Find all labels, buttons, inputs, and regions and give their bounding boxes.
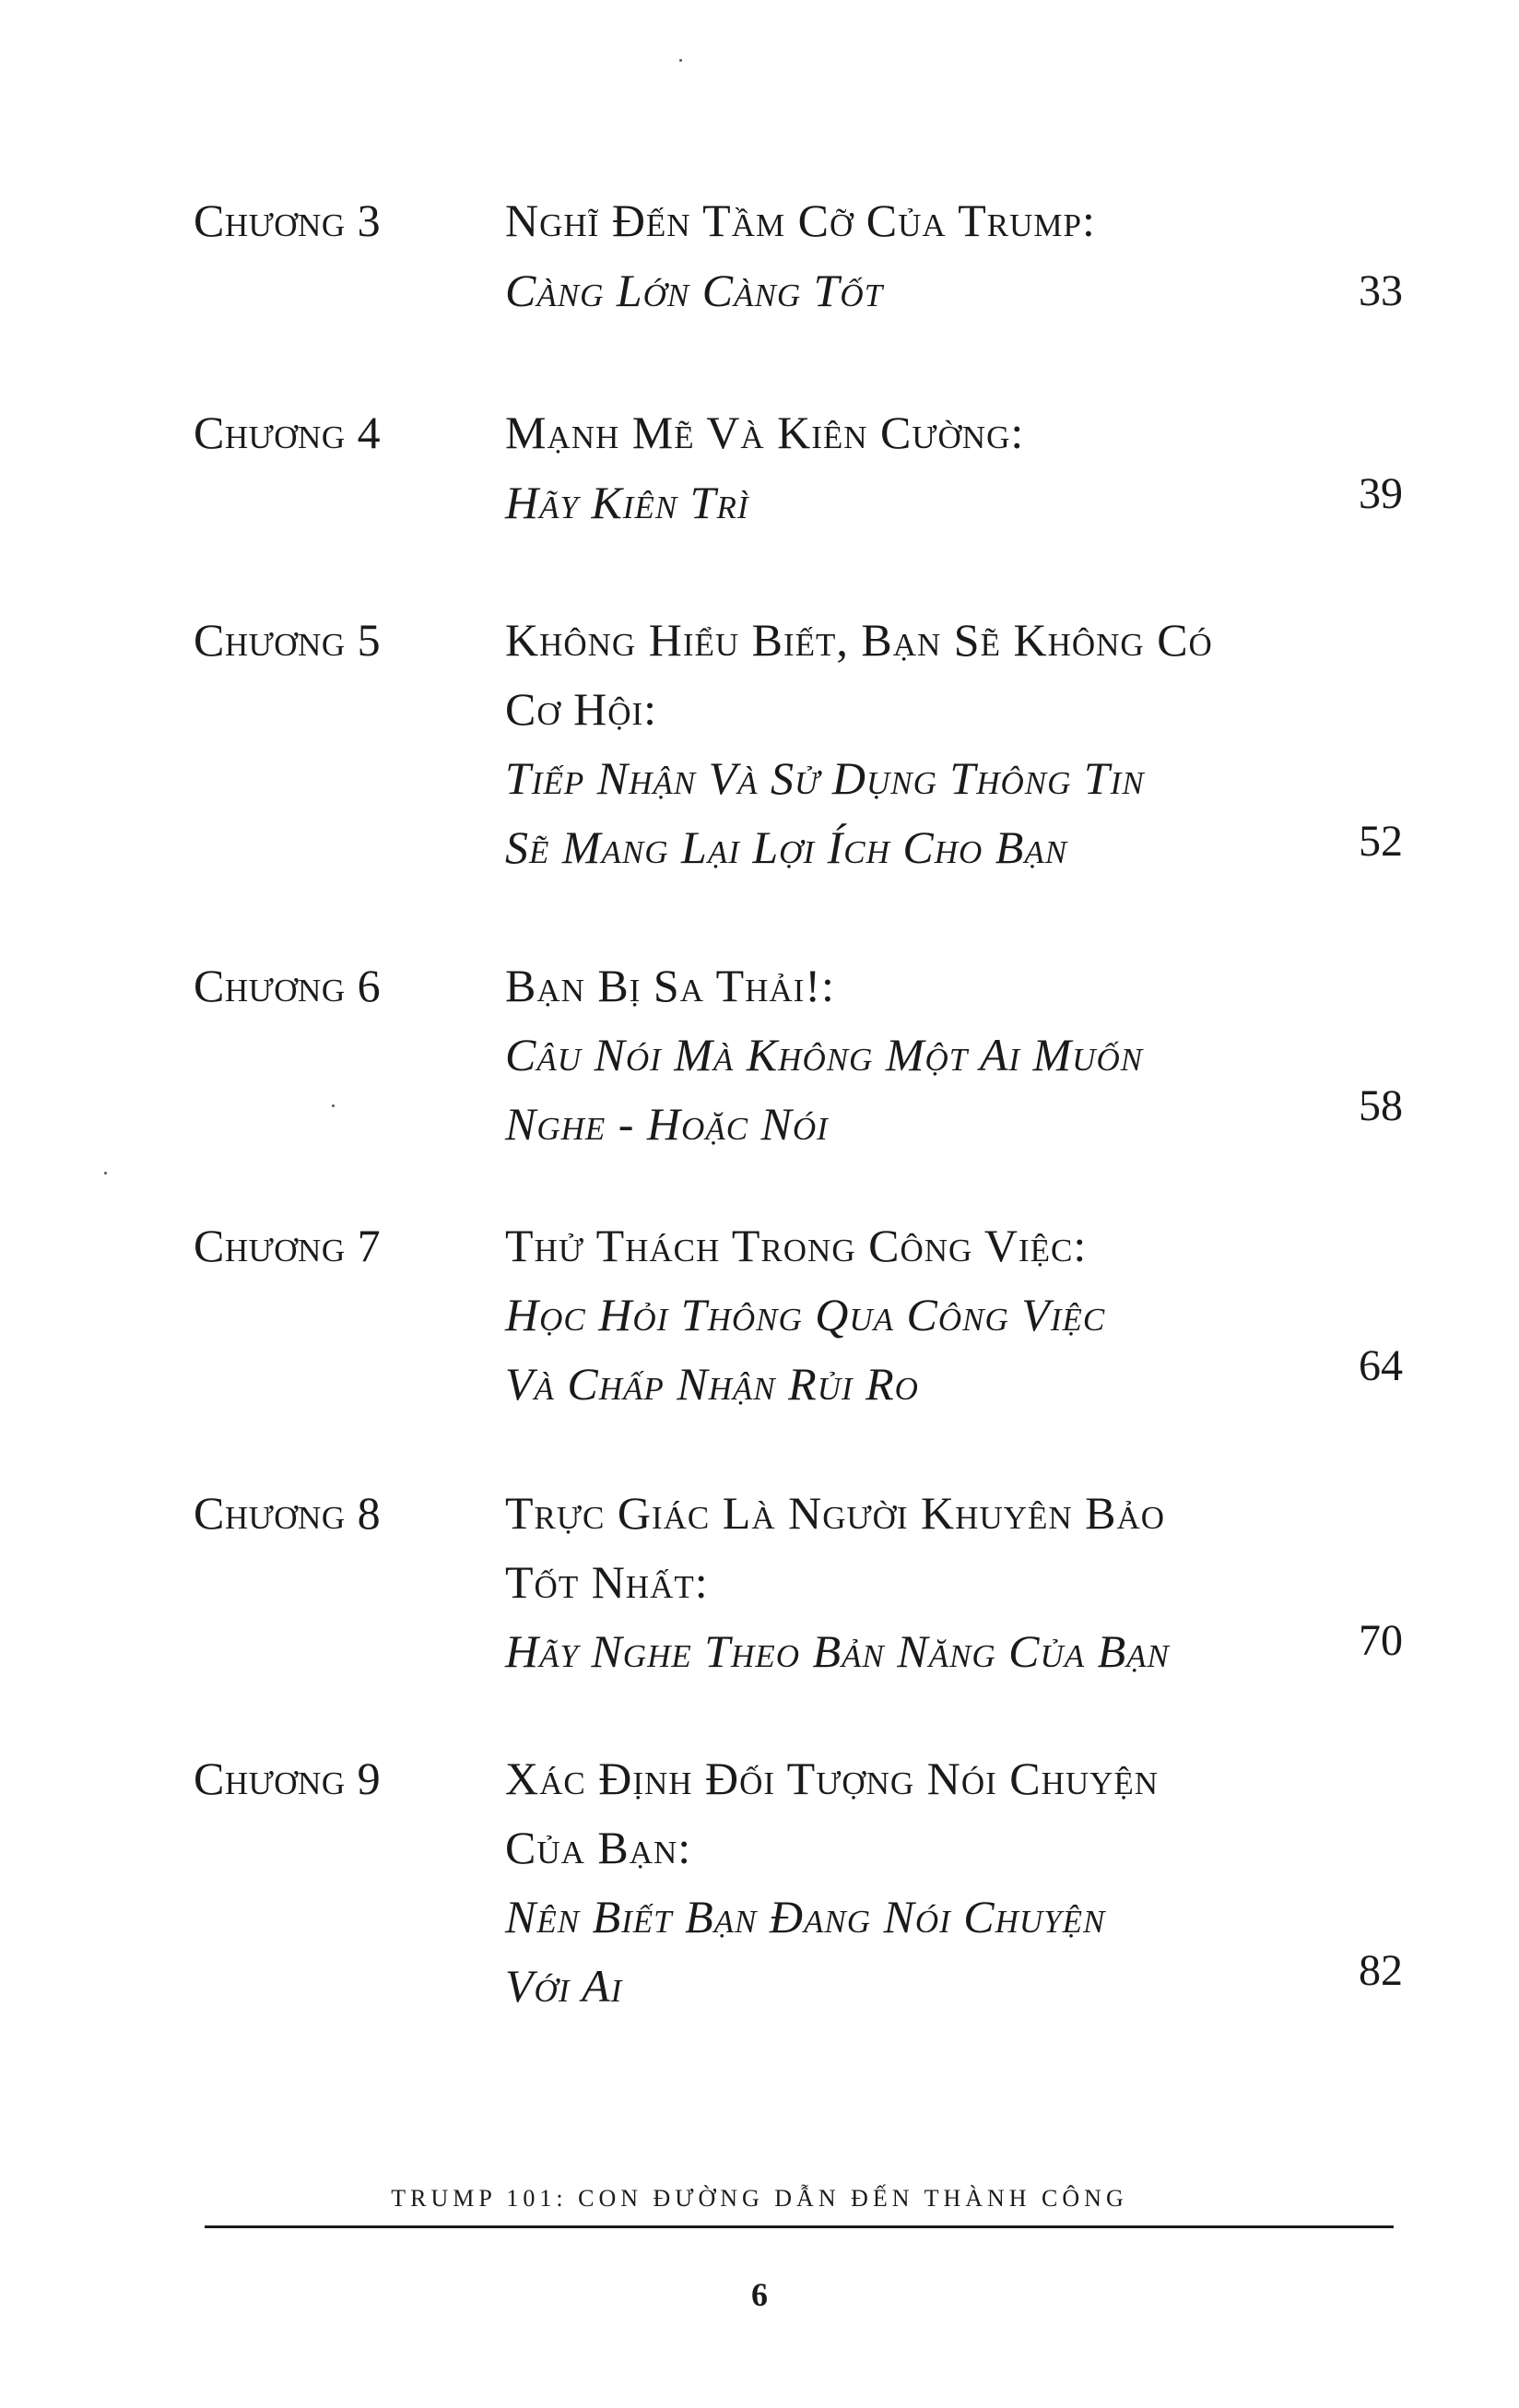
chapter-subtitle-line: Học Hỏi Thông Qua Công Việc [505,1289,1106,1340]
chapter-title-line: Bạn Bị Sa Thải!: [505,960,835,1011]
chapter-title-line: Xác Định Đối Tượng Nói Chuyện [505,1753,1160,1804]
chapter-subtitle-line: Với Ai [505,1960,623,2012]
chapter-title-line: Cơ Hội: [505,683,658,735]
print-speck [332,1104,335,1107]
chapter-title-line: Tốt Nhất: [505,1556,709,1608]
chapter-subtitle-line: Sẽ Mang Lại Lợi Ích Cho Bạn [505,821,1068,873]
chapter-title-line: Không Hiểu Biết, Bạn Sẽ Không Có [505,614,1213,666]
print-speck [104,1172,107,1174]
chapter-label: Chương 9 [194,1753,382,1804]
chapter-subtitle-line: Tiếp Nhận Và Sử Dụng Thông Tin [505,752,1145,804]
chapter-subtitle-line: Càng Lớn Càng Tốt [505,265,884,316]
chapter-subtitle-line: Nghe - Hoặc Nói [505,1098,829,1150]
chapter-title-line: Thử Thách Trong Công Việc: [505,1220,1088,1271]
chapter-subtitle-line: Và Chấp Nhận Rủi Ro [505,1358,919,1410]
page-number: 82 [1359,1946,1403,1995]
page-number: 52 [1359,817,1403,866]
chapter-title-line: Trực Giác Là Người Khuyên Bảo [505,1487,1166,1539]
chapter-label: Chương 8 [194,1487,382,1539]
page-number: 58 [1359,1081,1403,1130]
chapter-label: Chương 4 [194,407,382,458]
chapter-title-line: Của Bạn: [505,1822,692,1873]
footer-divider [205,2225,1394,2228]
page-number: 33 [1359,266,1403,315]
chapter-subtitle-line: Hãy Kiên Trì [505,477,749,528]
chapter-label: Chương 6 [194,960,382,1011]
chapter-label: Chương 5 [194,614,382,666]
page-folio: 6 [751,2276,768,2313]
chapter-title-line: Nghĩ Đến Tầm Cỡ Của Trump: [505,195,1096,246]
page-number: 64 [1359,1341,1403,1390]
chapter-subtitle-line: Nên Biết Bạn Đang Nói Chuyện [505,1891,1106,1942]
chapter-label: Chương 3 [194,195,382,246]
page-number: 39 [1359,469,1403,518]
chapter-subtitle-line: Câu Nói Mà Không Một Ai Muốn [505,1029,1144,1080]
page-number: 70 [1359,1616,1403,1665]
chapter-title-line: Mạnh Mẽ Và Kiên Cường: [505,407,1025,458]
chapter-label: Chương 7 [194,1220,382,1271]
chapter-subtitle-line: Hãy Nghe Theo Bản Năng Của Bạn [505,1625,1170,1677]
print-speck [679,59,682,62]
running-footer-title: TRUMP 101: CON ĐƯỜNG DẪN ĐẾN THÀNH CÔNG [391,2185,1128,2212]
